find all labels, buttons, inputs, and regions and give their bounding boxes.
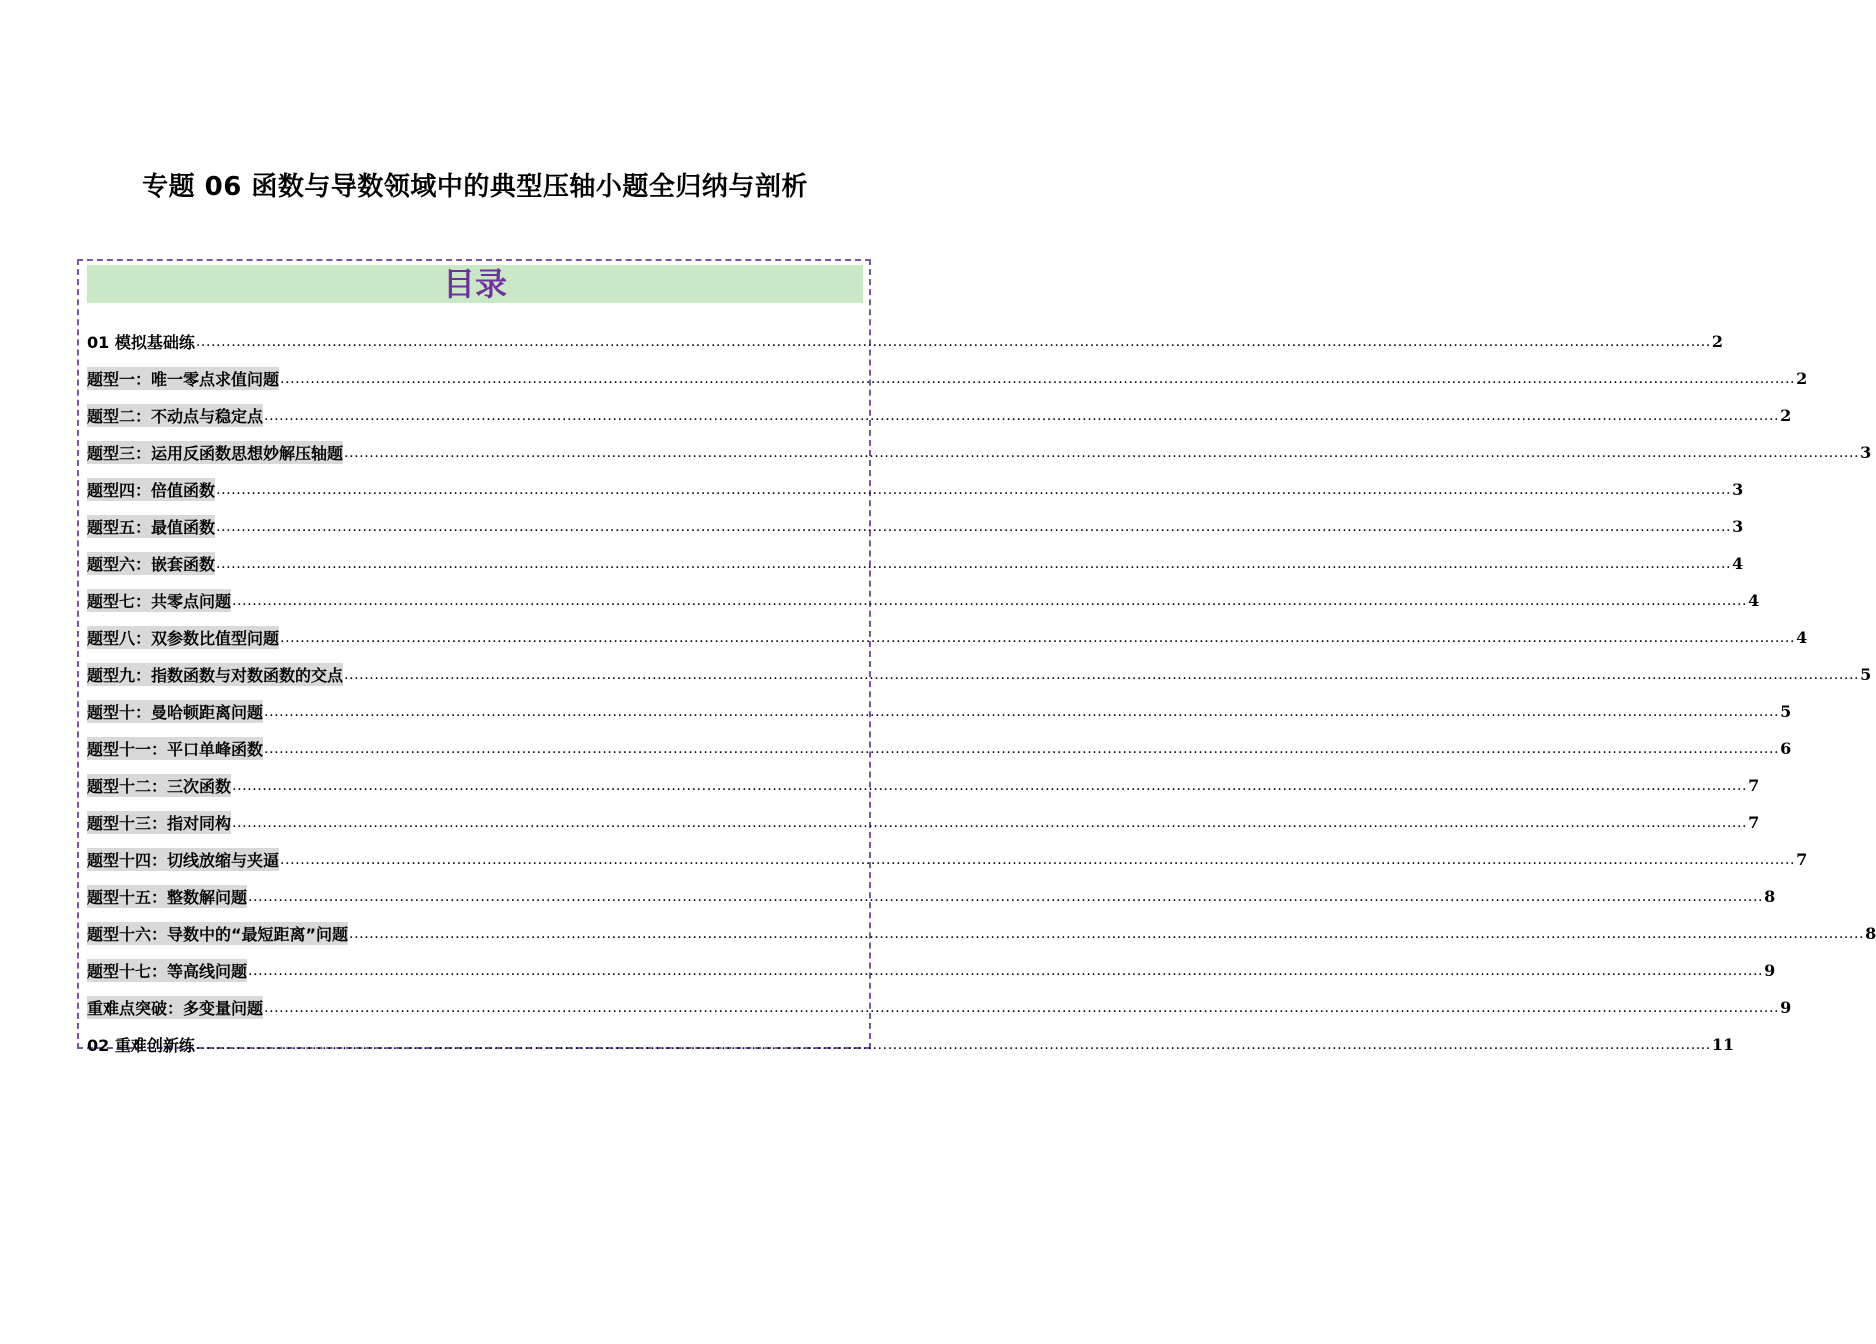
toc-entry-label: 题型二：不动点与稳定点 [87, 404, 263, 427]
toc-entry-label: 题型一：唯一零点求值问题 [87, 367, 279, 390]
toc-leader-dots: ............................................................................................................................................................................................................................................................................................................ [248, 888, 1764, 905]
toc-entry[interactable] [87, 878, 1776, 915]
toc-entry-page: 7 [1748, 776, 1760, 795]
toc-entry-page: 7 [1748, 813, 1760, 832]
toc-entry-page: 7 [1796, 850, 1808, 869]
toc-leader-dots: ............................................................................................................................................................................................................................................................................................................ [264, 999, 1780, 1016]
toc-entry-label: 题型五：最值函数 [87, 515, 215, 538]
toc-entry-label: 题型十六：导数中的“最短距离”问题 [87, 922, 348, 945]
toc-list [87, 323, 1876, 1063]
toc-entry-page: 6 [1780, 739, 1792, 758]
toc-entry-label: 重难点突破：多变量问题 [87, 996, 263, 1019]
table-of-contents [77, 259, 1876, 1055]
toc-entry-label: 题型十七：等高线问题 [87, 959, 247, 982]
toc-entry-page: 3 [1860, 443, 1872, 462]
toc-entry-page: 4 [1748, 591, 1760, 610]
toc-entry-page: 11 [1711, 1035, 1735, 1054]
toc-entry-page: 5 [1780, 702, 1792, 721]
toc-heading: 目录 [87, 265, 863, 303]
toc-entry-page: 4 [1732, 554, 1744, 573]
toc-entry-page: 3 [1732, 517, 1744, 536]
toc-leader-dots: ............................................................................................................................................................................................................................................................................................................ [195, 333, 1711, 350]
toc-leader-dots: ............................................................................................................................................................................................................................................................................................................ [344, 444, 1860, 461]
toc-entry-label: 题型三：运用反函数思想妙解压轴题 [87, 441, 343, 464]
toc-entry[interactable] [87, 360, 1808, 397]
document-title: 专题 06 函数与导数领域中的典型压轴小题全归纳与剖析 [142, 172, 808, 202]
toc-entry[interactable] [87, 730, 1792, 767]
toc-entry[interactable] [87, 508, 1744, 545]
toc-entry[interactable] [87, 434, 1872, 471]
toc-leader-dots: ............................................................................................................................................................................................................................................................................................................ [232, 777, 1748, 794]
toc-entry[interactable] [87, 619, 1808, 656]
toc-entry[interactable] [87, 471, 1744, 508]
toc-entry[interactable] [87, 1026, 1735, 1063]
toc-leader-dots: ............................................................................................................................................................................................................................................................................................................ [344, 666, 1860, 683]
toc-entry-label: 题型十二：三次函数 [87, 774, 231, 797]
toc-entry[interactable] [87, 804, 1760, 841]
toc-entry-label: 题型七：共零点问题 [87, 589, 231, 612]
toc-leader-dots: ............................................................................................................................................................................................................................................................................................................ [349, 925, 1865, 942]
toc-entry[interactable] [87, 841, 1808, 878]
toc-entry-page: 5 [1860, 665, 1872, 684]
toc-entry-page: 9 [1780, 998, 1792, 1017]
toc-leader-dots: ............................................................................................................................................................................................................................................................................................................ [216, 555, 1732, 572]
toc-entry-page: 2 [1780, 406, 1792, 425]
toc-entry[interactable] [87, 989, 1792, 1026]
toc-entry-page: 4 [1796, 628, 1808, 647]
toc-leader-dots: ............................................................................................................................................................................................................................................................................................................ [264, 703, 1780, 720]
toc-entry-label: 题型八：双参数比值型问题 [87, 626, 279, 649]
toc-entry-page: 2 [1796, 369, 1808, 388]
toc-leader-dots: ............................................................................................................................................................................................................................................................................................................ [232, 592, 1748, 609]
toc-leader-dots: ............................................................................................................................................................................................................................................................................................................ [280, 851, 1796, 868]
toc-entry[interactable] [87, 767, 1760, 804]
toc-entry-page: 2 [1711, 332, 1724, 351]
toc-leader-dots: ............................................................................................................................................................................................................................................................................................................ [232, 814, 1748, 831]
toc-leader-dots: ............................................................................................................................................................................................................................................................................................................ [195, 1036, 1711, 1053]
toc-entry-label: 题型十一：平口单峰函数 [87, 737, 263, 760]
toc-entry-label: 题型九：指数函数与对数函数的交点 [87, 663, 343, 686]
toc-leader-dots: ............................................................................................................................................................................................................................................................................................................ [248, 962, 1764, 979]
toc-entry-page: 9 [1764, 961, 1776, 980]
toc-entry-label: 02 重难创新练 [87, 1036, 195, 1055]
toc-leader-dots: ............................................................................................................................................................................................................................................................................................................ [264, 407, 1780, 424]
toc-entry-label: 题型六：嵌套函数 [87, 552, 215, 575]
toc-entry-label: 题型四：倍值函数 [87, 478, 215, 501]
toc-leader-dots: ............................................................................................................................................................................................................................................................................................................ [264, 740, 1780, 757]
toc-leader-dots: ............................................................................................................................................................................................................................................................................................................ [216, 518, 1732, 535]
toc-leader-dots: ............................................................................................................................................................................................................................................................................................................ [216, 481, 1732, 498]
toc-entry-page: 8 [1865, 924, 1876, 943]
toc-entry[interactable] [87, 323, 1724, 360]
toc-entry[interactable] [87, 693, 1792, 730]
toc-entry-page: 8 [1764, 887, 1776, 906]
toc-entry[interactable] [87, 915, 1876, 952]
toc-entry-label: 01 模拟基础练 [87, 333, 195, 352]
toc-entry[interactable] [87, 582, 1760, 619]
toc-entry-label: 题型十四：切线放缩与夹逼 [87, 848, 279, 871]
toc-entry-label: 题型十三：指对同构 [87, 811, 231, 834]
toc-entry[interactable] [87, 656, 1872, 693]
toc-leader-dots: ............................................................................................................................................................................................................................................................................................................ [280, 629, 1796, 646]
toc-entry[interactable] [87, 952, 1776, 989]
toc-entry[interactable] [87, 545, 1744, 582]
toc-entry-label: 题型十五：整数解问题 [87, 885, 247, 908]
toc-entry-page: 3 [1732, 480, 1744, 499]
toc-entry[interactable] [87, 397, 1792, 434]
toc-entry-label: 题型十：曼哈顿距离问题 [87, 700, 263, 723]
toc-leader-dots: ............................................................................................................................................................................................................................................................................................................ [280, 370, 1796, 387]
